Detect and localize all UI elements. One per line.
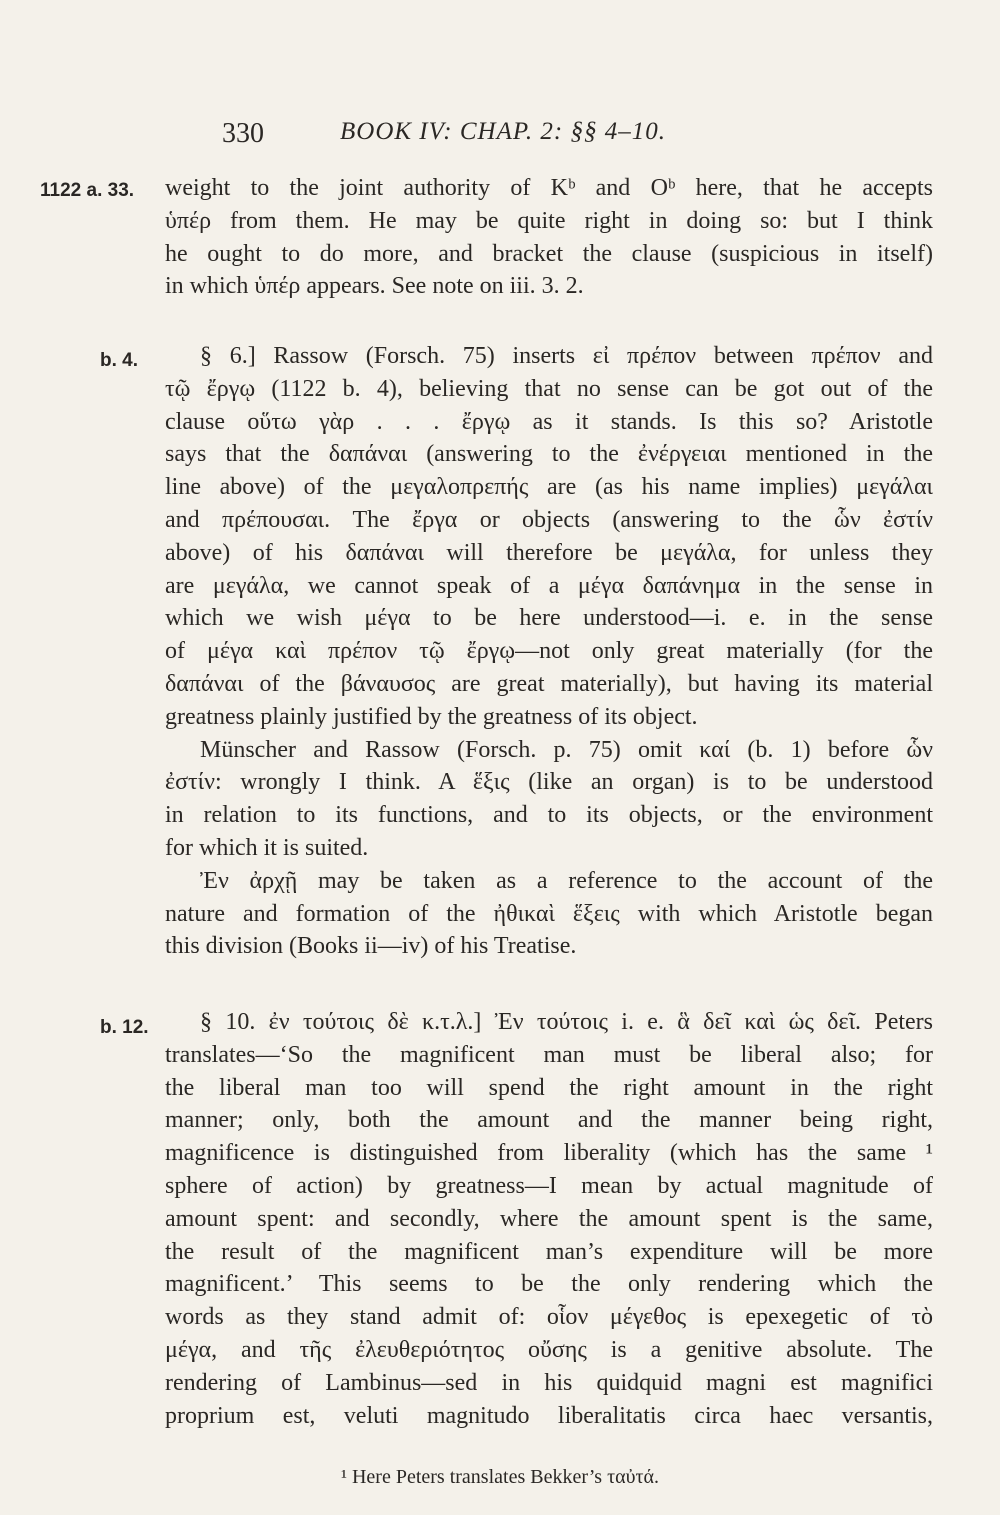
text-line: the result of the magnificent man’s expenditure will be more (165, 1238, 933, 1265)
section-b4 (165, 340, 933, 963)
text-line: above) of his δαπάναι will therefore be μεγάλα, for unless they (165, 539, 933, 566)
text-line: line above) of the μεγαλοπρεπής are (as his name implies) μεγάλαι (165, 474, 933, 501)
text-line: says that the δαπάναι (answering to the ἐνέργειαι mentioned in the (165, 441, 933, 468)
text-line: greatness plainly justified by the greatness of its object. (165, 703, 698, 730)
text-line: manner; only, both the amount and the manner being right, (165, 1107, 933, 1134)
text-line: words as they stand admit of: οἷον μέγεθος is epexegetic of τὸ (165, 1304, 933, 1331)
text-line: ἐστίν: wrongly I think. A ἕξις (like an organ) is to be understood (165, 769, 933, 796)
text-line: which we wish μέγα to be here understood—i. e. in the sense (165, 605, 933, 632)
footnote: ¹ Here Peters translates Bekker’s ταὐτά. (340, 1466, 660, 1488)
text-line: μέγα, and τῆς ἐλευθεριότητος οὔσης is a genitive absolute. The (165, 1336, 933, 1363)
text-line: rendering of Lambinus—sed in his quidquid magni est magnifici (165, 1369, 933, 1396)
page-number: 330 (222, 118, 264, 149)
text-line: this division (Books ii—iv) of his Treatise. (165, 933, 577, 960)
text-line: magnificence is distinguished from liberality (which has the same ¹ (165, 1140, 933, 1167)
text-line: Münscher and Rassow (Forsch. p. 75) omit καί (b. 1) before ὧν (200, 736, 933, 763)
marginal-reference: b. 12. (100, 1017, 149, 1038)
text-line: nature and formation of the ἠθικαὶ ἕξεις with which Aristotle began (165, 900, 933, 927)
text-line: δαπάναι of the βάναυσος are great materially), but having its material (165, 670, 933, 697)
text-line: and πρέπουσαι. The ἔργα or objects (answering to the ὧν ἐστίν (165, 506, 933, 533)
text-line: sphere of action) by greatness—I mean by actual magnitude of (165, 1172, 933, 1199)
section-b12 (165, 1006, 933, 1432)
text-line: in relation to its functions, and to its objects, or the environment (165, 802, 933, 829)
text-line: in which ὑπέρ appears. See note on iii. 3. 2. (165, 273, 584, 300)
text-line: ὑπέρ from them. He may be quite right in doing so: but I think (165, 207, 933, 234)
text-line: translates—‘So the magnificent man must be liberal also; for (165, 1041, 933, 1068)
text-line: for which it is suited. (165, 834, 369, 861)
text-line: amount spent: and secondly, where the amount spent is the same, (165, 1205, 933, 1232)
marginal-reference: 1122 a. 33. (40, 180, 135, 201)
text-line: § 6.] Rassow (Forsch. 75) inserts εἰ πρέπον between πρέπον and (200, 343, 933, 369)
text-line: are μεγάλα, we cannot speak of a μέγα δαπάνημα in the sense in (165, 572, 933, 599)
page-header (0, 118, 1000, 158)
section-1122a33 (165, 172, 933, 303)
text-line: § 10. ἐν τούτοις δὲ κ.τ.λ.] Ἐν τούτοις i. e. ἃ δεῖ καὶ ὡς δεῖ. Peters (200, 1009, 933, 1035)
text-line: magnificent.’ This seems to be the only rendering which the (165, 1271, 933, 1298)
text-line: he ought to do more, and bracket the clause (suspicious in itself) (165, 240, 933, 267)
text-line: clause οὕτω γὰρ . . . ἔργῳ as it stands. Is this so? Aristotle (165, 408, 933, 435)
marginal-reference: b. 4. (100, 350, 139, 371)
text-line: the liberal man too will spend the right amount in the right (165, 1074, 933, 1101)
text-line: of μέγα καὶ πρέπον τῷ ἔργῳ—not only great materially (for the (165, 638, 933, 665)
text-line: τῷ ἔργῳ (1122 b. 4), believing that no sense can be got out of the (165, 375, 933, 402)
text-line: weight to the joint authority of Kᵇ and Oᵇ here, that he accepts (165, 175, 933, 201)
text-line: proprium est, veluti magnitudo liberalitatis circa haec versantis, (165, 1402, 933, 1429)
running-head: BOOK IV: CHAP. 2: §§ 4–10. (340, 118, 666, 145)
text-line: Ἐν ἀρχῇ may be taken as a reference to the account of the (200, 867, 933, 894)
